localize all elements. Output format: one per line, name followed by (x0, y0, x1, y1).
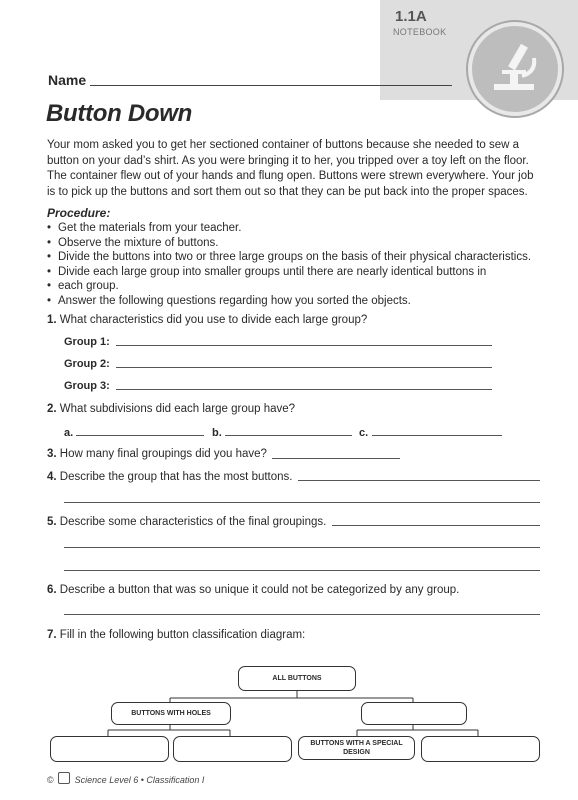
procedure-step-text: each group. (58, 280, 119, 292)
footer (47, 772, 204, 785)
intro-line: is to pick up the buttons and sort them out so that they can be put back into the proper spaces. (47, 185, 528, 198)
intro-line: Your mom asked you to get her sectioned container of buttons because she needed to sew a (47, 139, 520, 151)
procedure-step: • Divide the buttons into two or three large groups on the basis of their physical characteristics. (47, 250, 547, 265)
copyright-symbol: © (47, 775, 54, 785)
question-number: 6. (47, 584, 57, 596)
question-text: Describe some characteristics of the final groupings. (59, 516, 327, 528)
group-1-label: Group 1: (64, 336, 110, 348)
notebook-label: NOTEBOOK (393, 27, 447, 37)
procedure-step: • Divide each large group into smaller groups until there are nearly identical buttons in (47, 265, 547, 280)
question-number: 5. (47, 516, 57, 528)
question-text: Fill in the following button classification diagram: (59, 629, 306, 641)
question-number: 4. (47, 471, 57, 483)
diagram-box-buttons-with-holes: BUTTONS WITH HOLES (111, 702, 231, 725)
intro-line: button on your dad’s shirt. As you were bringing it to her, you tripped over a toy left on the floor. (47, 154, 529, 167)
group-2-label: Group 2: (64, 358, 110, 370)
diagram-box-all-buttons: ALL BUTTONS (238, 666, 356, 691)
publisher-logo-icon (58, 772, 70, 784)
diagram-box-blank-right[interactable] (361, 702, 467, 725)
notebook-code: 1.1A (395, 8, 427, 25)
question-number: 2. (47, 403, 57, 415)
procedure-step: • Observe the mixture of buttons. (47, 236, 547, 251)
intro-line: The container flew out of your hands and flung open. Buttons were strewn everywhere. Your job (47, 170, 534, 182)
procedure-heading: Procedure: (47, 206, 111, 220)
question-text: How many final groupings did you have? (59, 448, 267, 460)
question-number: 3. (47, 448, 57, 460)
footer-text: Science Level 6 • Classification I (74, 775, 205, 785)
question-number: 7. (47, 629, 57, 641)
diagram-box-blank-leaf-1[interactable] (50, 736, 169, 762)
diagram-box-special-design: BUTTONS WITH A SPECIAL DESIGN (298, 736, 415, 760)
name-label: Name (48, 72, 87, 88)
procedure-step: • Answer the following questions regarding how you sorted the objects. (47, 294, 547, 309)
procedure-step: • Get the materials from your teacher. (47, 221, 547, 236)
question-text: Describe a button that was so unique it could not be categorized by any group. (59, 584, 460, 596)
page-title: Button Down (46, 100, 192, 127)
question-text: Describe the group that has the most buttons. (59, 471, 293, 483)
question-text: What subdivisions did each large group have? (59, 403, 296, 415)
diagram-box-blank-leaf-4[interactable] (421, 736, 540, 762)
subdivision-a-label: a. (64, 427, 74, 439)
group-3-label: Group 3: (64, 380, 110, 392)
diagram-box-blank-leaf-2[interactable] (173, 736, 292, 762)
subdivision-b-label: b. (212, 427, 222, 439)
question-number: 1. (47, 314, 57, 326)
question-text: What characteristics did you use to divide each large group? (59, 314, 368, 326)
subdivision-c-label: c. (359, 427, 369, 439)
